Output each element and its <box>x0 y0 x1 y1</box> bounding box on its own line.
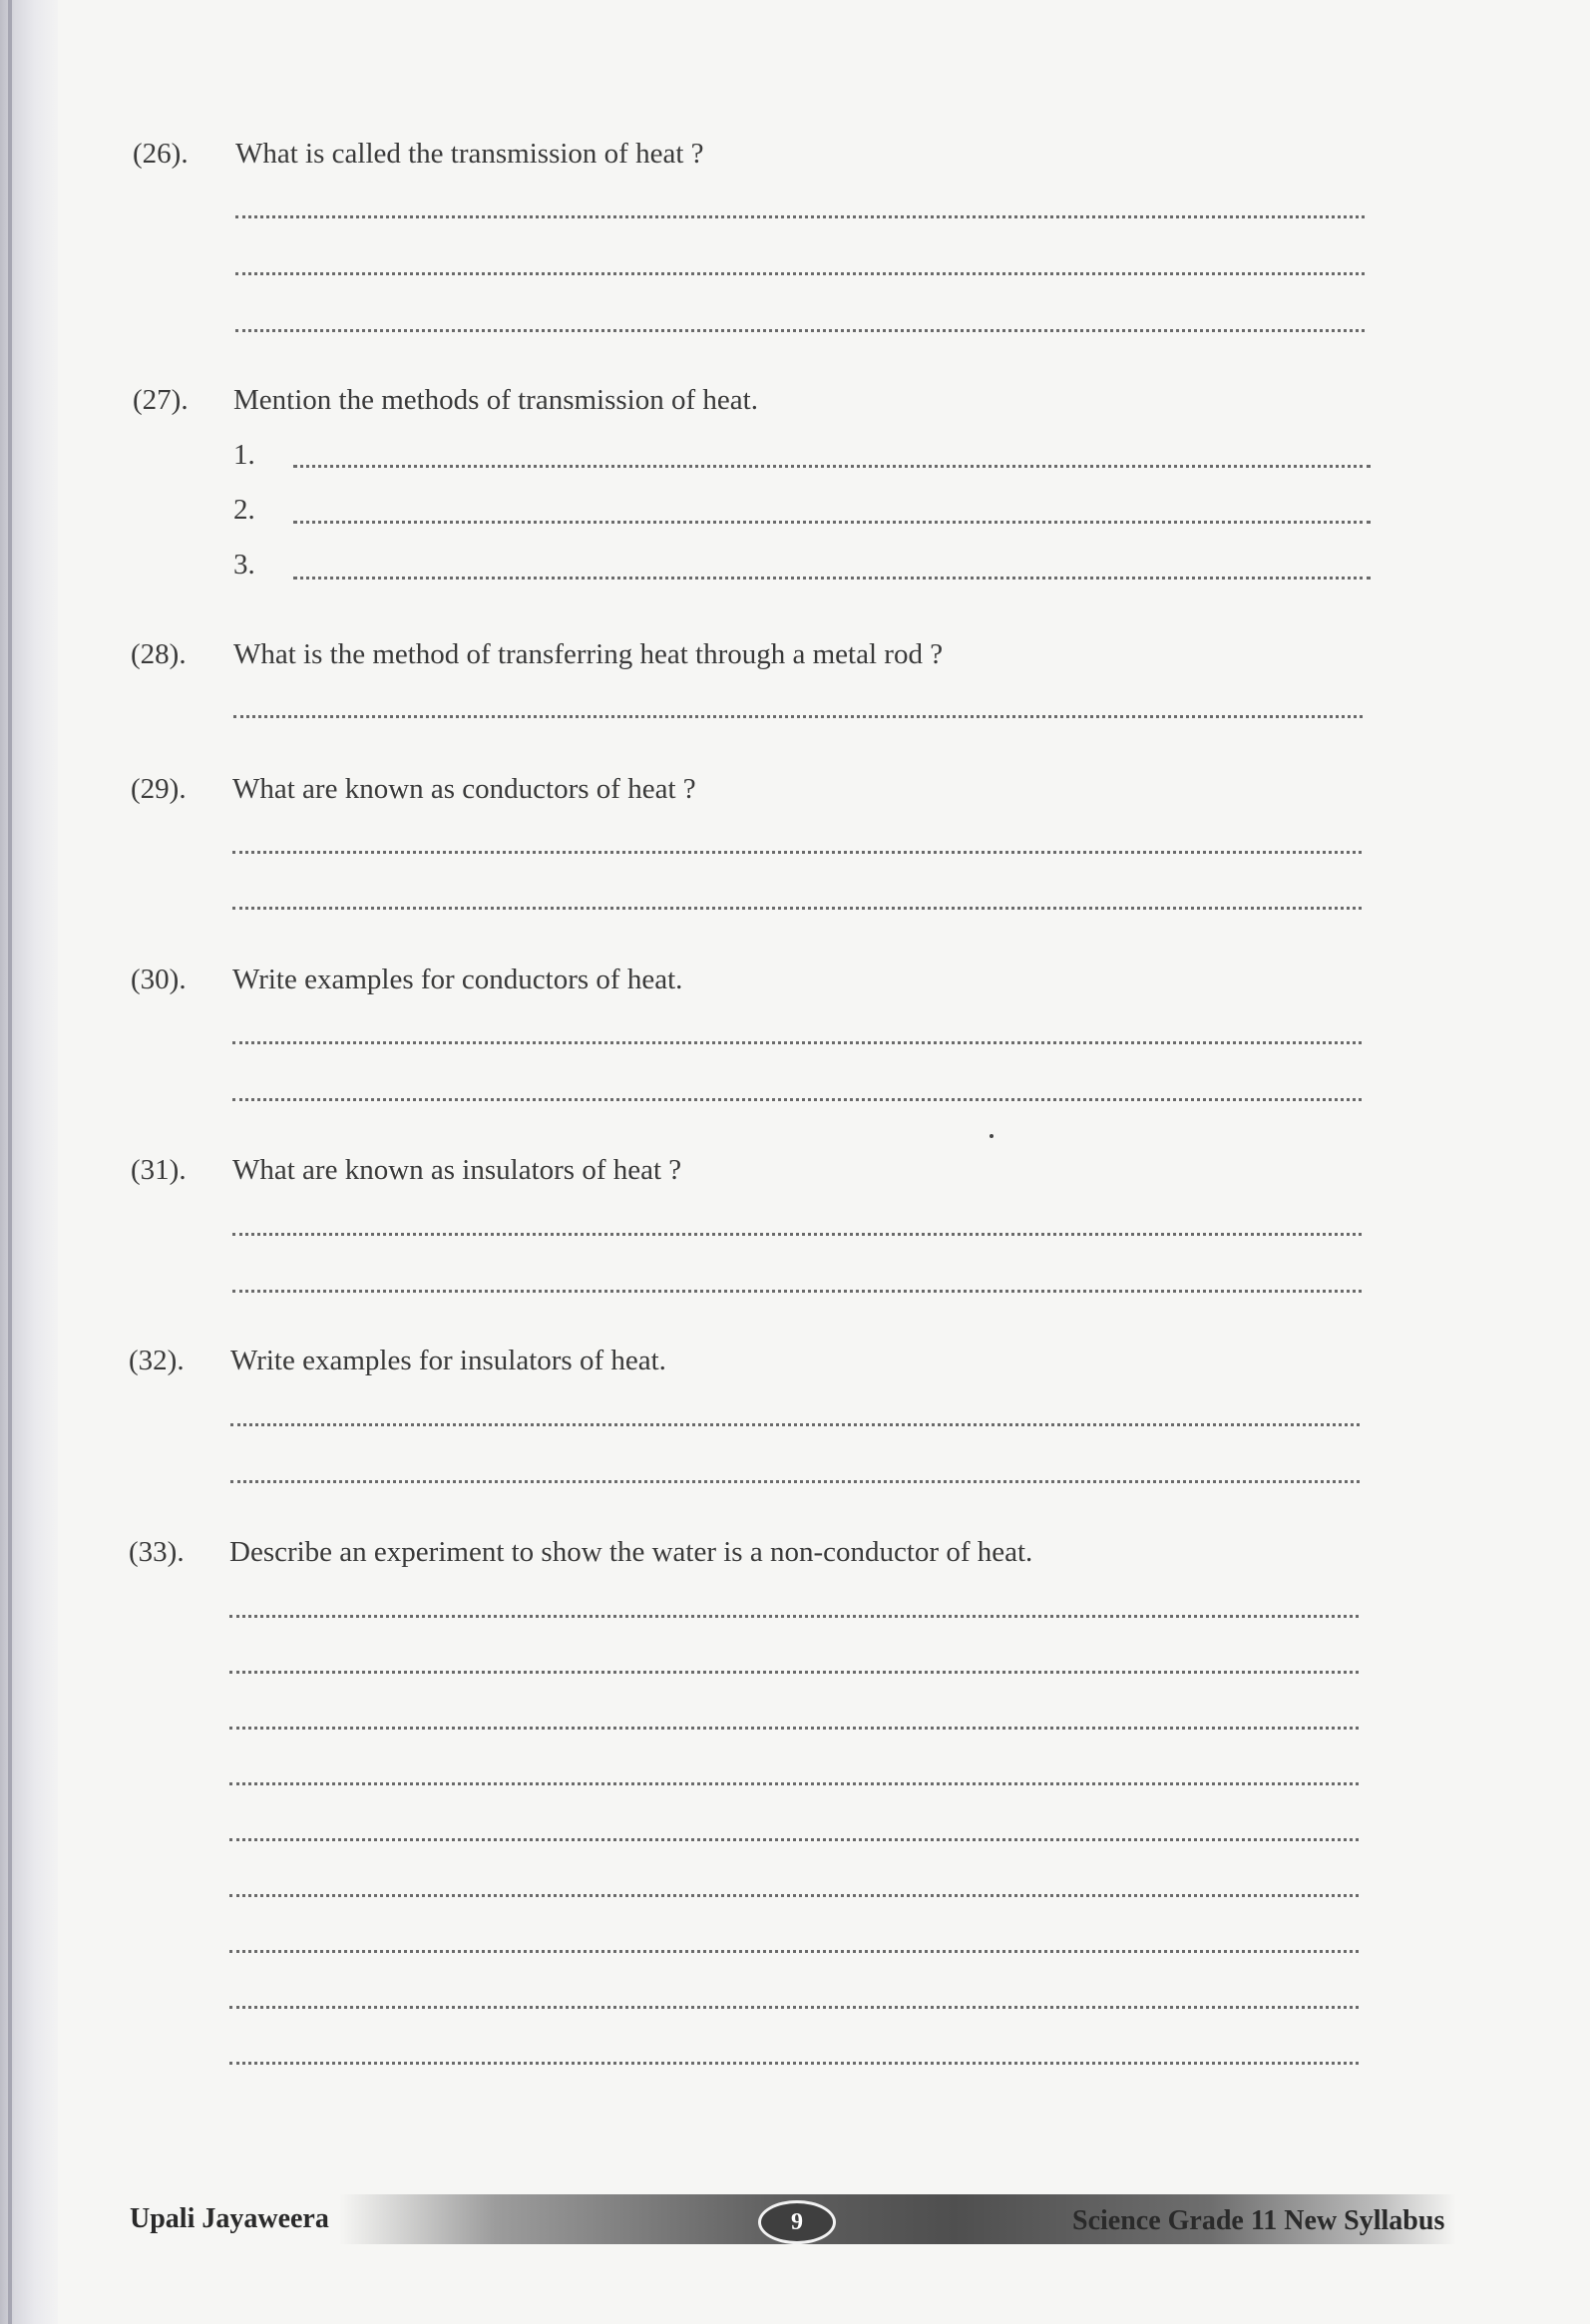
question-number: (31). <box>131 1154 187 1186</box>
answer-line[interactable] <box>229 1615 1359 1618</box>
answer-line[interactable] <box>232 1233 1362 1236</box>
answer-line[interactable] <box>230 1480 1360 1483</box>
answer-line[interactable] <box>229 1782 1359 1785</box>
question-number: (33). <box>129 1536 185 1568</box>
question-number: (27). <box>133 384 189 416</box>
answer-line[interactable] <box>232 1290 1362 1293</box>
answer-line[interactable] <box>232 1098 1362 1101</box>
answer-line[interactable] <box>232 907 1362 910</box>
answer-line[interactable] <box>235 215 1365 218</box>
list-item-number: 1. <box>233 439 255 471</box>
list-item-number: 2. <box>233 494 255 526</box>
question-text: Write examples for insulators of heat. <box>230 1345 666 1376</box>
binding-edge <box>8 0 12 2324</box>
answer-line[interactable] <box>229 1727 1359 1730</box>
question-text: Describe an experiment to show the water is a non-conductor of heat. <box>229 1536 1033 1568</box>
question-text: What is called the transmission of heat ? <box>235 138 704 170</box>
question-number: (30). <box>131 964 187 995</box>
question-text: What are known as insulators of heat ? <box>232 1154 682 1186</box>
answer-line[interactable] <box>235 329 1365 332</box>
page-number-badge <box>758 2200 836 2244</box>
question-text: What is the method of transferring heat through a metal rod ? <box>233 638 944 670</box>
question-text: What are known as conductors of heat ? <box>232 773 696 805</box>
question-number: (26). <box>133 138 189 170</box>
answer-line[interactable] <box>293 521 1371 524</box>
question-number: (29). <box>131 773 187 805</box>
question-number: (28). <box>131 638 187 670</box>
answer-line[interactable] <box>229 1950 1359 1953</box>
footer-series: Science Grade 11 New Syllabus <box>1072 2205 1445 2236</box>
answer-line[interactable] <box>230 1423 1360 1426</box>
page-number: 9 <box>791 2208 803 2235</box>
list-item-number: 3. <box>233 549 255 581</box>
answer-line[interactable] <box>232 851 1362 854</box>
answer-line[interactable] <box>293 577 1371 580</box>
answer-line[interactable] <box>293 465 1371 468</box>
question-number: (32). <box>129 1345 185 1376</box>
answer-line[interactable] <box>233 715 1363 718</box>
footer-author: Upali Jayaweera <box>130 2203 329 2234</box>
question-text: Write examples for conductors of heat. <box>232 964 683 995</box>
answer-line[interactable] <box>229 1838 1359 1841</box>
answer-line[interactable] <box>229 1671 1359 1674</box>
answer-line[interactable] <box>229 2006 1359 2009</box>
answer-line[interactable] <box>235 272 1365 275</box>
scan-speck <box>990 1134 994 1138</box>
question-text: Mention the methods of transmission of heat. <box>233 384 758 416</box>
answer-line[interactable] <box>229 2062 1359 2065</box>
answer-line[interactable] <box>229 1894 1359 1897</box>
answer-line[interactable] <box>232 1041 1362 1044</box>
